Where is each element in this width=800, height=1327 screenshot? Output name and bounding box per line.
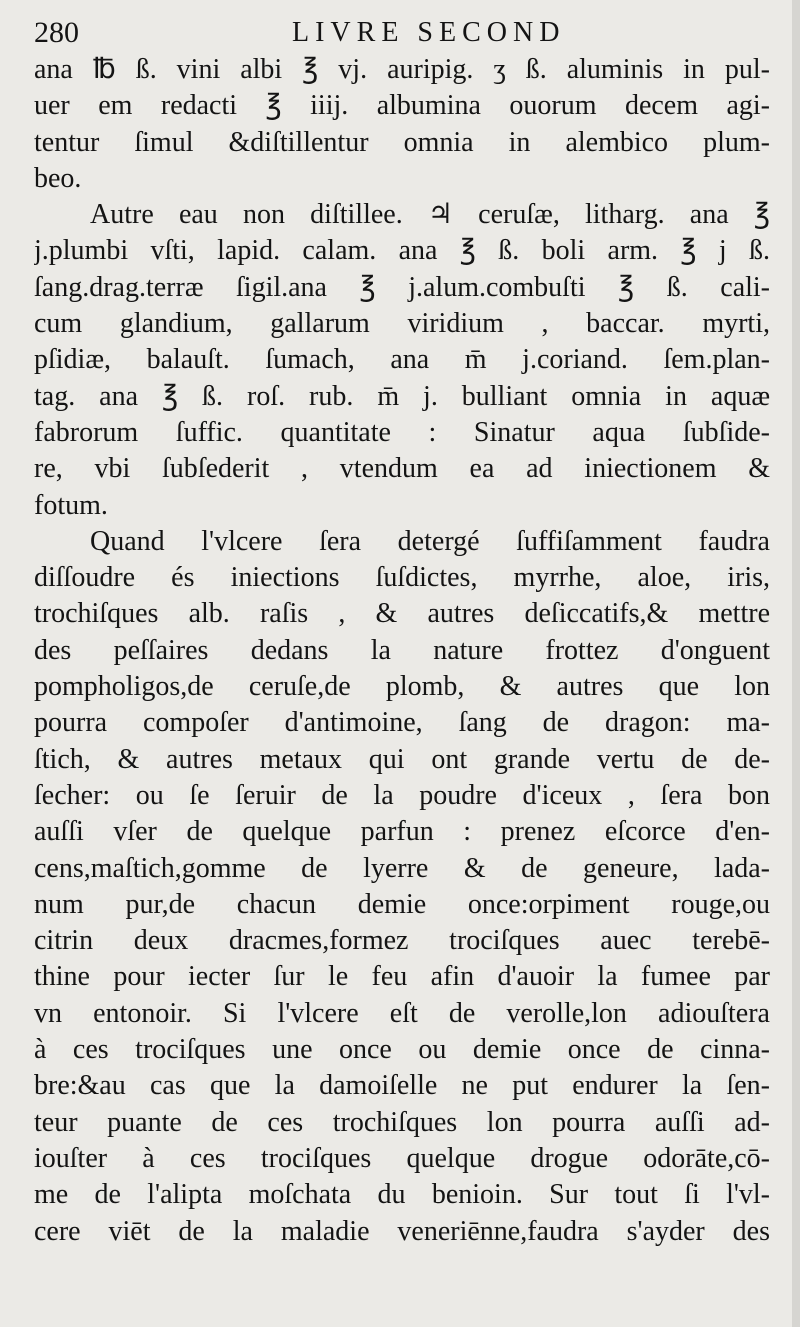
text-line: diſſoudre és iniections ſuſdictes, myrrhe, aloe, iris, [34,562,770,594]
text-line: fabrorum ſuffic. quantitate : Sinatur aqua ſubſide- [34,416,770,448]
text-line: tentur ſimul &diſtillentur omnia in alembico plum- [34,126,770,158]
text-line: thine pour iecter ſur le feu afin d'auoir la fumee par [34,961,770,993]
text-line: des peſſaires dedans la nature frottez d'onguent [34,634,770,666]
text-line: à ces trociſques une once ou demie once de cinna- [34,1034,770,1066]
text-line: bre:&au cas que la damoiſelle ne put endurer la ſen- [34,1070,770,1102]
text-line: pſidiæ, balauſt. ſumach, ana m̄ j.coriand. ſem.plan- [34,344,770,376]
text-line: Autre eau non diſtillee. ♃ ceruſæ, litharg. ana ℥ [90,199,770,231]
text-line: iouſter à ces trociſques quelque drogue odorāte,cō- [34,1142,770,1174]
text-line: uer em redacti ℥ iiij. albumina ouorum decem agi- [34,90,770,122]
body-text [34,52,770,1250]
text-line: me de l'alipta moſchata du benioin. Sur tout ſi l'vl- [34,1179,770,1211]
text-line: tag. ana ℥ ß. roſ. rub. m̄ j. bulliant omnia in aquæ [34,380,770,412]
page-header [34,12,774,54]
page-edge [792,0,800,1327]
text-line: Quand l'vlcere ſera detergé ſuffiſamment faudra [90,525,770,557]
text-line: auſſi vſer de quelque parfun : prenez eſcorce d'en- [34,816,770,848]
text-line: ſtich, & autres metaux qui ont grande vertu de de- [34,743,770,775]
text-line: num pur,de chacun demie once:orpiment rouge,ou [34,888,770,920]
text-line: ſecher: ou ſe ſeruir de la poudre d'iceux , ſera bon [34,779,770,811]
running-title: LIVRE SECOND [292,17,566,48]
page-number: 280 [34,16,79,49]
text-line: teur puante de ces trochiſques lon pourra auſſi ad- [34,1106,770,1138]
text-line: vn entonoir. Si l'vlcere eſt de verolle,lon adiouſtera [34,997,770,1029]
text-line: pompholigos,de ceruſe,de plomb, & autres que lon [34,671,770,703]
text-line: fotum. [34,489,108,521]
text-line: trochiſques alb. raſis , & autres deſiccatifs,& mettre [34,598,770,630]
text-line: pourra compoſer d'antimoine, ſang de dragon: ma- [34,707,770,739]
text-line: cere viēt de la maladie veneriēnne,faudra s'ayder des [34,1215,770,1247]
text-line: ſang.drag.terræ ſigil.ana ℥ j.alum.combuſti ℥ ß. cali- [34,271,770,303]
text-line: j.plumbi vſti, lapid. calam. ana ℥ ß. boli arm. ℥ j ß. [34,235,770,267]
text-line: beo. [34,162,82,194]
text-line: re, vbi ſubſederit , vtendum ea ad iniectionem & [34,453,770,485]
text-line: ana ℔ ß. vini albi ℥ vj. auripig. ʒ ß. aluminis in pul- [34,54,770,85]
text-line: cens,maſtich,gomme de lyerre & de geneure, lada- [34,852,770,884]
text-line: cum glandium, gallarum viridium , baccar. myrti, [34,308,770,340]
text-line: citrin deux dracmes,formez trociſques auec terebē- [34,925,770,957]
